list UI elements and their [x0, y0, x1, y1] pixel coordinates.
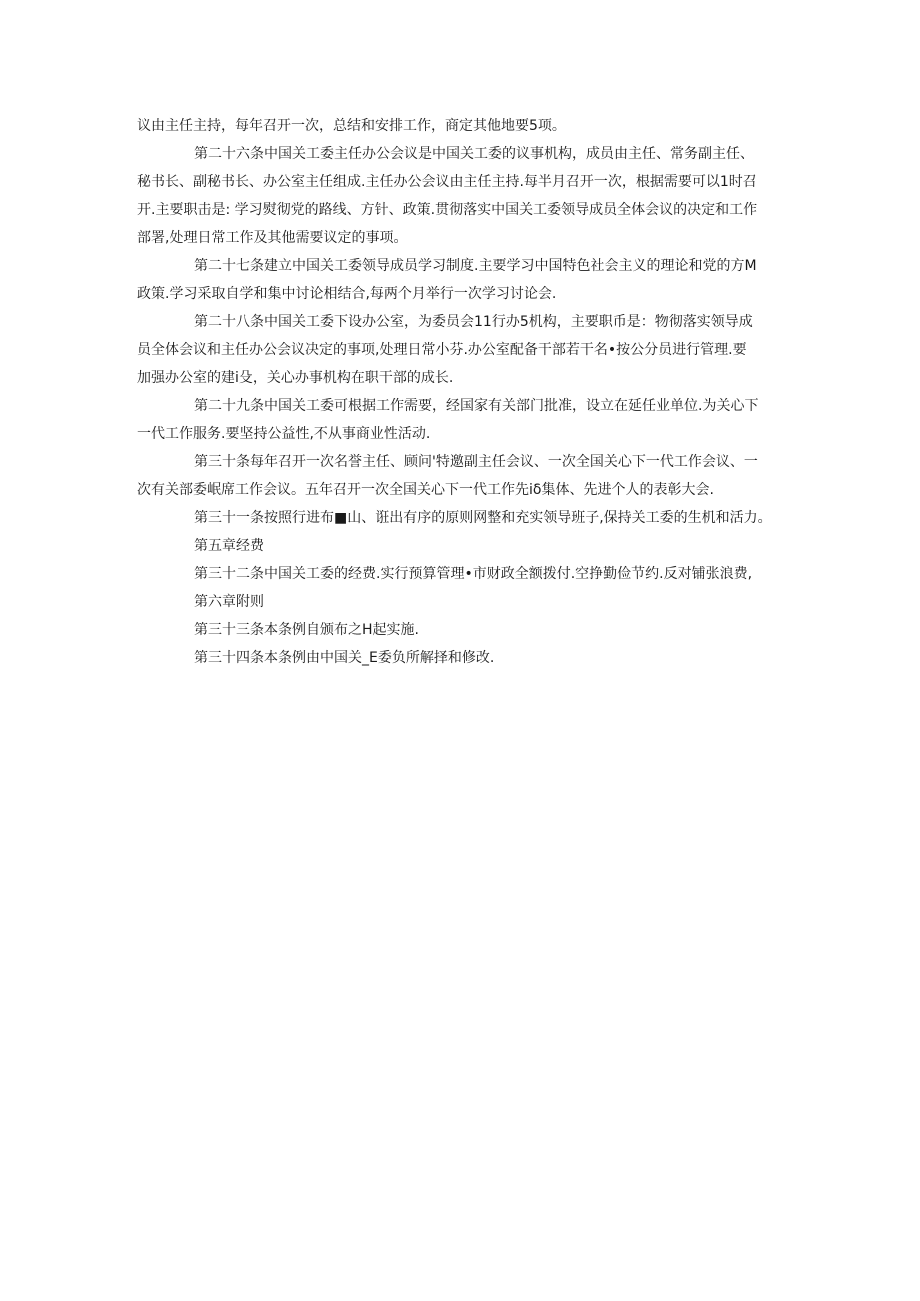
paragraph-3-line-1: 员全体会议和主任办公会议决定的事项,处理日常小芬.办公室配备干部若干名•按公分员进行管理.要 [137, 342, 747, 358]
paragraph-2-line-0: 第二十七条建立中国关工委领导成员学习制度.主要学习中国特色社会主义的理论和党的方M [194, 258, 757, 274]
paragraph-4-line-1: 一代工作服务.要坚持公益性,不从事商业性活动. [137, 426, 431, 442]
chapter-heading-funding: 第五章经费 [194, 538, 264, 554]
paragraph-0-line-0: 议由主任主持，每年召开一次，总结和安排工作，商定其他地要5项。 [137, 118, 566, 134]
paragraph-11-line-0: 第三十四条本条例由中国关_E委负所解择和修改. [194, 650, 495, 666]
paragraph-3-line-2: 加强办公室的建i殳，关心办事机构在职干部的成长. [137, 370, 454, 386]
paragraph-1-line-1: 秘书长、副秘书长、办公室主任组成.主任办公会议由主任主持.每半月召开一次，根据需要可以1时召 [137, 174, 757, 190]
paragraph-8-line-0: 第三十二条中国关工委的经费.实行预算管理•市财政全额拨付.空挣勤俭节约.反对铺张浪费, [194, 566, 753, 582]
paragraph-3-line-0: 第二十八条中国关工委下设办公室，为委员会11行办5机构，主要职币是：物彻落实领导成 [194, 314, 753, 330]
paragraph-5-line-0: 第三十条每年召开一次名誉主任、顾问'特邀副主任会议、一次全国关心下一代工作会议、一 [194, 454, 758, 470]
chapter-heading-supplementary: 第六章附则 [194, 594, 264, 610]
paragraph-2-line-1: 政策.学习采取自学和集中讨论相结合,每两个月举行一次学习讨论会. [137, 286, 557, 302]
paragraph-1-line-3: 部署,处理日常工作及其他需要议定的事项。 [137, 230, 408, 246]
paragraph-10-line-0: 第三十三条本条例自颁布之H起实施. [194, 622, 419, 638]
paragraph-1-line-2: 开.主要职击是: 学习熨彻党的路线、方针、政策.贯彻落实中国关工委领导成员全体会议的决定和工作 [137, 202, 758, 218]
paragraph-6-line-0: 第三十一条按照行进布■山、诳出有序的原则网整和充实领导班子,保持关工委的生机和活力。 [194, 510, 772, 526]
paragraph-5-line-1: 次有关部委岷席工作会议。五年召开一次全国关心下一代工作先iδ集体、先进个人的表彰大会. [137, 482, 714, 498]
document-body [137, 117, 785, 667]
paragraph-4-line-0: 第二十九条中国关工委可根据工作需要，经国家有关部门批准，设立在延任业单位.为关心下 [194, 398, 759, 414]
paragraph-1-line-0: 第二十六条中国关工委主任办公会议是中国关工委的议事机构，成员由主任、常务副主任、 [194, 146, 754, 162]
